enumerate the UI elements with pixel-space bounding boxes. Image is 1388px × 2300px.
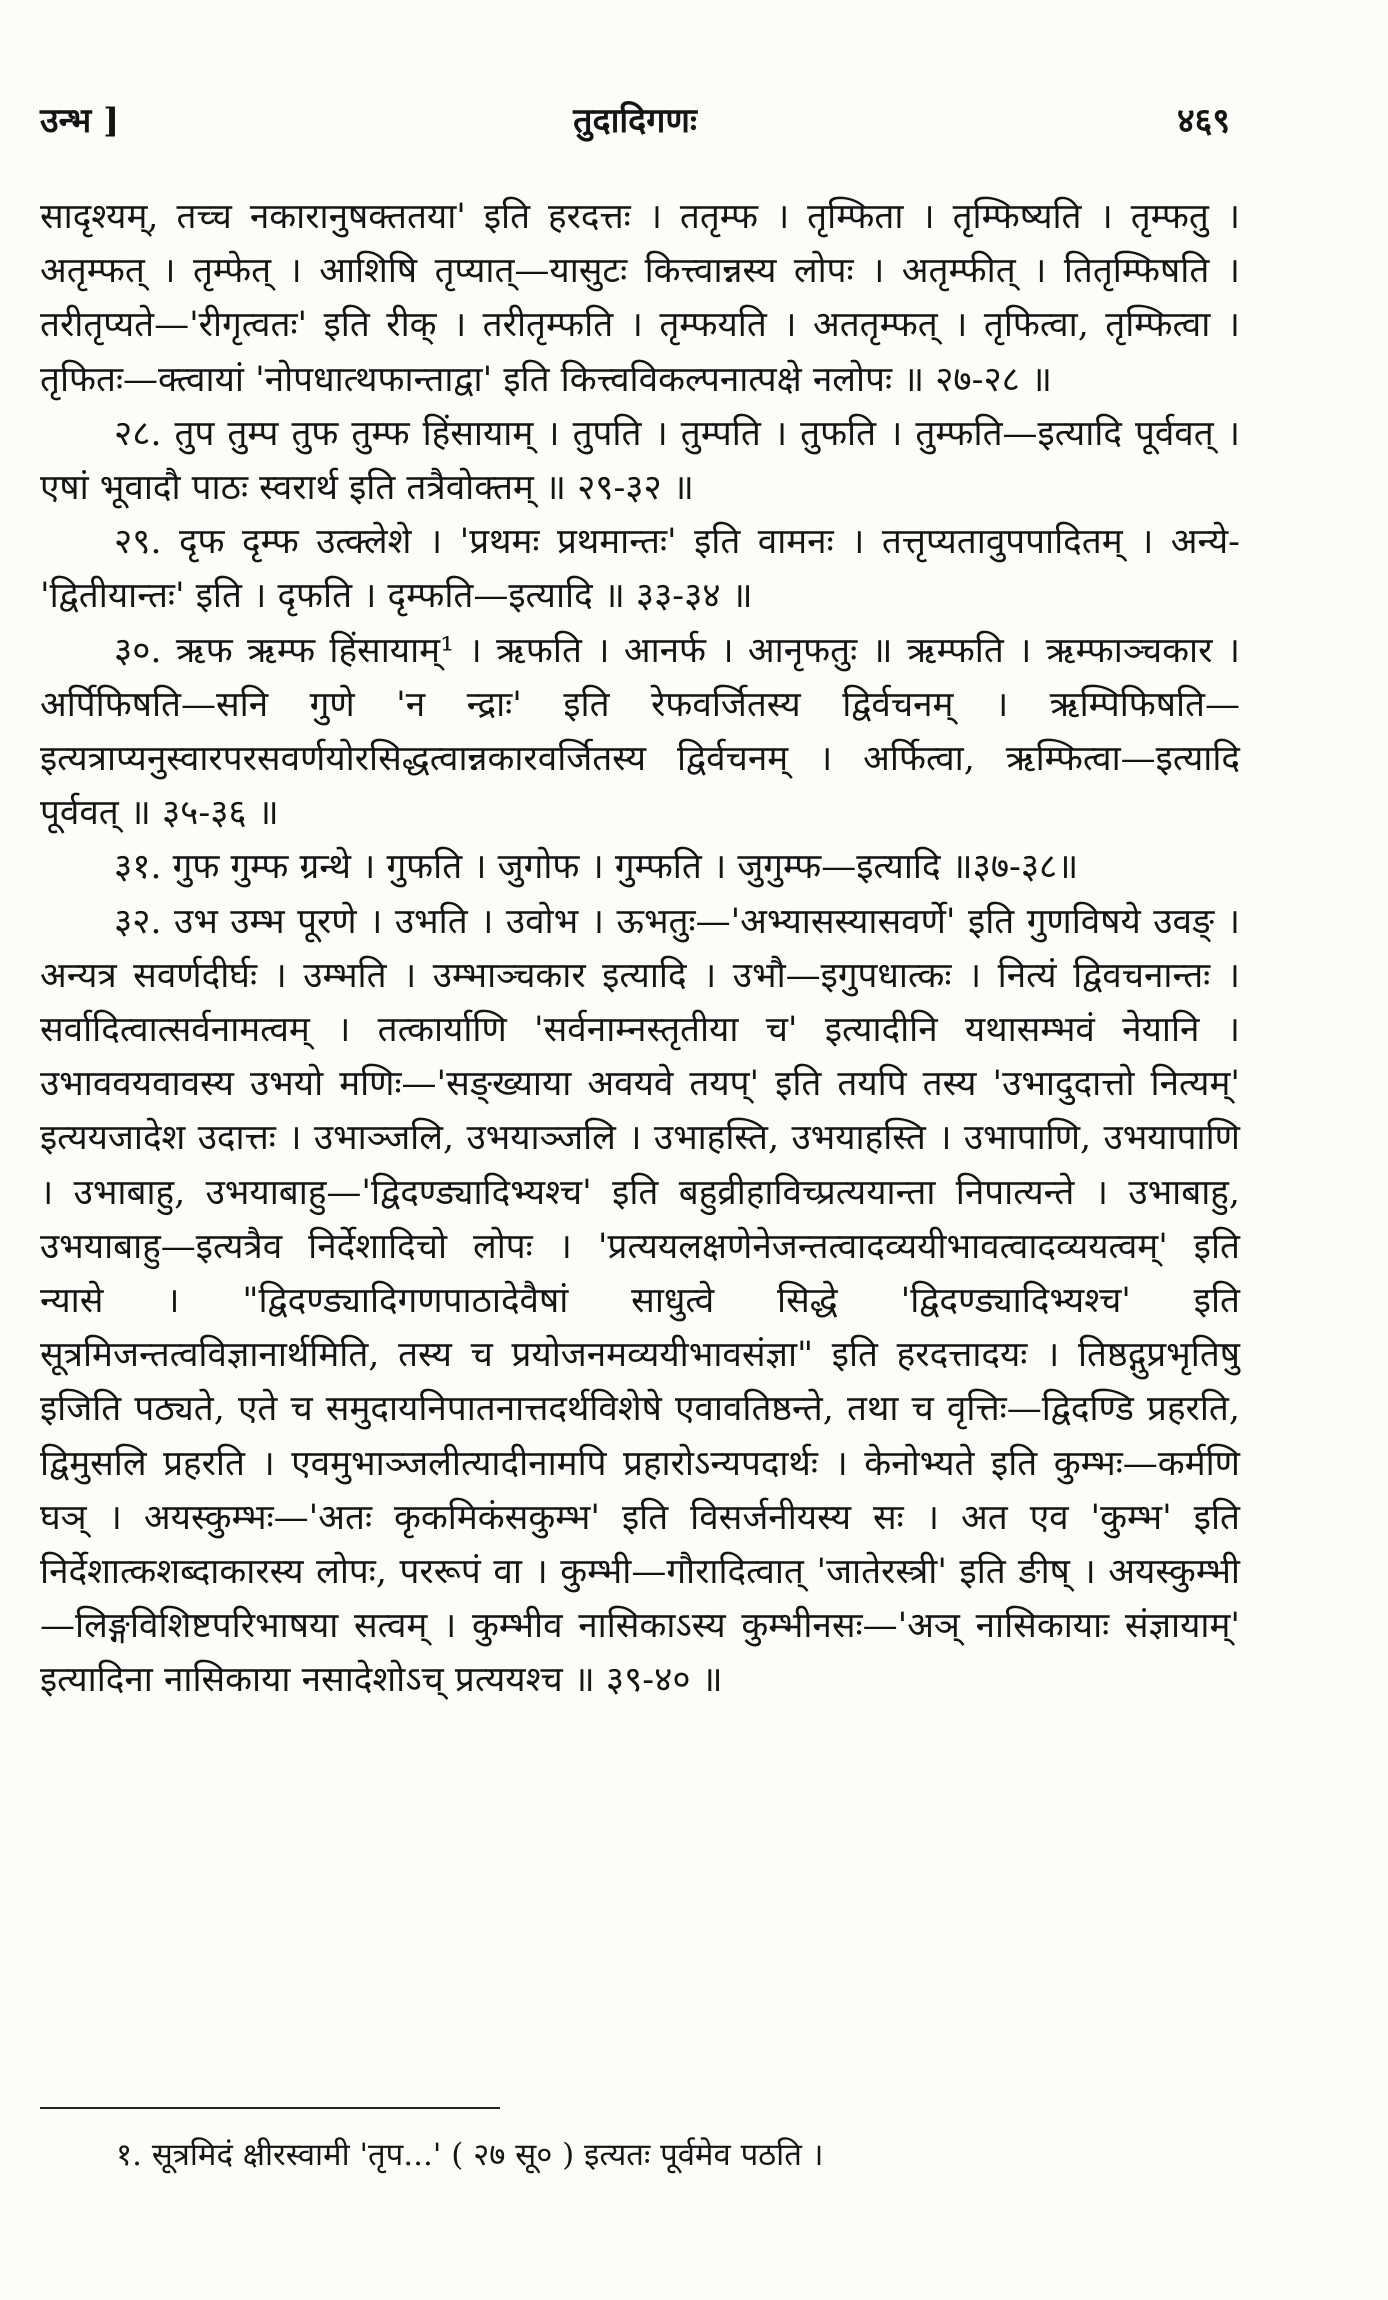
- paragraph-29: २९. दृफ दृम्फ उत्क्लेशे । 'प्रथमः प्रथमान्तः' इति वामनः । तत्तृप्यतावुपपादितम् । अन्ये-'द्वितीयान्तः' इति । दृफति । दृम्फति—इत्यादि ॥ ३३-३४ ॥: [40, 522, 1240, 617]
- header-section-title: तुदादिगणः: [573, 101, 697, 141]
- paragraph-31: ३१. गुफ गुम्फ ग्रन्थे । गुफति । जुगोफ । गुम्फति । जुगुम्फ—इत्यादि ॥३७-३८॥: [114, 847, 1079, 888]
- paragraph-continued: सादृश्यम्, तच्च नकारानुषक्ततया' इति हरदत्तः । ततृम्फ । तृम्फिता । तृम्फिष्यति । तृम्फतु । अतृम्फत् । तृम्फेत् । आशिषि तृप्यात्—यासुटः कित्त्वान्नस्य लोपः । अतृम्फीत् । तितृम्फिषति । तरीतृप्यते—'रीगृत्वतः' इति रीक् । तरीतृम्फति । तृम्फयति । अततृम्फत् । तृफित्वा, तृम्फित्वा । तृफितः—क्त्वायां 'नोपधात्थफान्ताद्वा' इति कित्त्वविकल्पनात्पक्षे नलोपः ॥ २७-२८ ॥: [40, 197, 1240, 400]
- footnote-divider: [40, 2107, 500, 2109]
- paragraph-28: २८. तुप तुम्प तुफ तुम्फ हिंसायाम् । तुपति । तुम्पति । तुफति । तुम्फति—इत्यादि पूर्ववत् । एषां भूवादौ पाठः स्वरार्थ इति तत्रैवोक्तम् ॥ २९-३२ ॥: [40, 413, 1240, 509]
- page-number: ४६९: [1176, 101, 1230, 141]
- footnote: १. सूत्रमिदं क्षीरस्वामी 'तृप...' ( २७ सू० ) इत्यतः पूर्वमेव पठति ।: [116, 2137, 824, 2173]
- main-text: [40, 190, 1240, 1708]
- paragraph-32: ३२. उभ उम्भ पूरणे । उभति । उवोभ । ऊभतुः—'अभ्यासस्यासवर्णे' इति गुणविषये उवङ् । अन्यत्र सवर्णदीर्घः । उम्भति । उम्भाञ्चकार इत्यादि । उभौ—इगुपधात्कः । नित्यं द्विवचनान्तः । सर्वादित्वात्सर्वनामत्वम् । तत्कार्याणि 'सर्वनाम्नस्तृतीया च' इत्यादीनि यथासम्भवं नेयानि । उभाववयवावस्य उभयो मणिः—'सङ्ख्याया अवयवे तयप्' इति तयपि तस्य 'उभादुदात्तो नित्यम्' इत्ययजादेश उदात्तः । उभाञ्जलि, उभयाञ्जलि । उभाहस्ति, उभयाहस्ति । उभापाणि, उभयापाणि । उभाबाहु, उभयाबाहु—'द्विदण्ड्यादिभ्यश्च' इति बहुव्रीहाविच्प्रत्ययान्ता निपात्यन्ते । उभाबाहु, उभयाबाहु—इत्यत्रैव निर्देशादिचो लोपः । 'प्रत्ययलक्षणेनेजन्तत्वादव्ययीभावत्वादव्ययत्वम्' इति न्यासे । "द्विदण्ड्यादिगणपाठादेवैषां साधुत्वे सिद्धे 'द्विदण्ड्यादिभ्यश्च' इति सूत्रमिजन्तत्वविज्ञानार्थमिति, तस्य च प्रयोजनमव्ययीभावसंज्ञा" इति हरदत्तादयः । तिष्ठद्गुप्रभृतिषु इजिति पठ्यते, एते च समुदायनिपातनात्तदर्थविशेषे एवावतिष्ठन्ते, तथा च वृत्तिः—द्विदण्डि प्रहरति, द्विमुसलि प्रहरति । एवमुभाञ्जलीत्यादीनामपि प्रहारोऽन्यपदार्थः । केनोभ्यते इति कुम्भः—कर्मणि घञ् । अयस्कुम्भः—'अतः कृकमिकंसकुम्भ' इति विसर्जनीयस्य सः । अत एव 'कुम्भ' इति निर्देशात्कशब्दाकारस्य लोपः, पररूपं वा । कुम्भी—गौरादित्वात् 'जातेरस्त्री' इति ङीष् । अयस्कुम्भी—लिङ्गविशिष्टपरिभाषया सत्वम् । कुम्भीव नासिकाऽस्य कुम्भीनसः—'अञ् नासिकायाः संज्ञायाम्' इत्यादिना नासिकाया नसादेशोऽच् प्रत्ययश्च ॥ ३९-४० ॥: [40, 901, 1240, 1701]
- paragraph-30: ३०. ऋफ ऋम्फ हिंसायाम्¹ । ऋफति । आनर्फ । आनृफतुः ॥ ऋम्फति । ऋम्फाञ्चकार । अर्पिफिषति—सनि गुणे 'न न्द्राः' इति रेफवर्जितस्य द्विर्वचनम् । ऋम्पिफिषति—इत्यत्राप्यनुस्वारपरसवर्णयोरसिद्धत्वान्नकारवर्जितस्य द्विर्वचनम् । अर्फित्वा, ऋम्फित्वा—इत्यादि पूर्ववत् ॥ ३५-३६ ॥: [40, 630, 1240, 834]
- running-head: [40, 96, 1230, 152]
- header-left-guideword: उन्भ ]: [40, 101, 120, 141]
